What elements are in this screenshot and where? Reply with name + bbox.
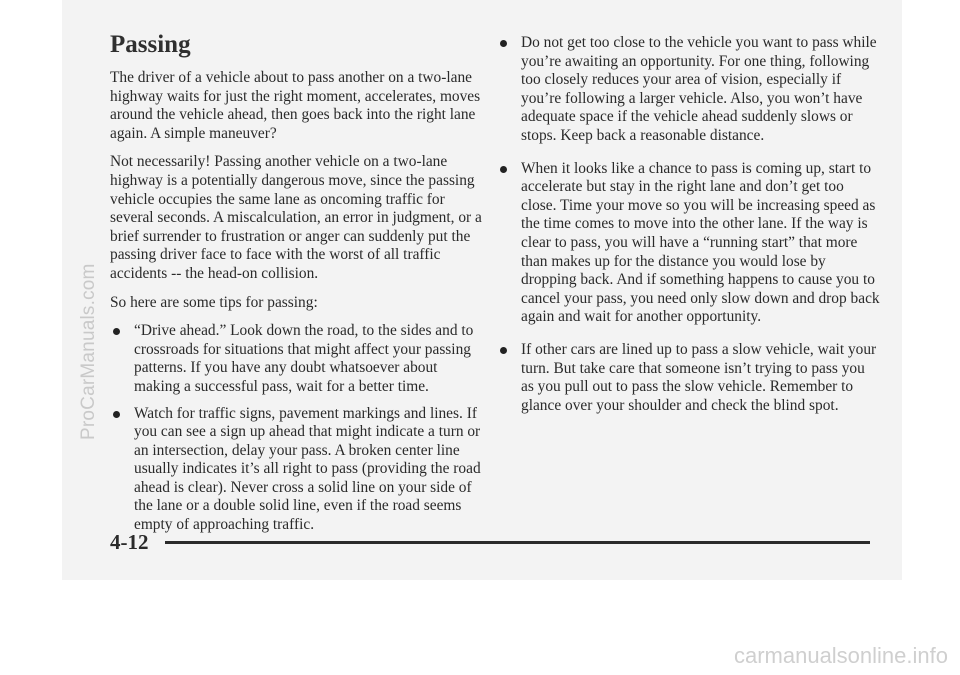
section-title: Passing	[110, 31, 191, 58]
bullet-icon	[113, 411, 120, 418]
side-watermark: ProCarManuals.com	[78, 263, 99, 440]
tips-list-left	[110, 322, 482, 535]
tip-item	[110, 322, 482, 396]
bullet-icon	[500, 40, 507, 47]
tip-item	[497, 160, 880, 327]
tip-text: If other cars are lined up to pass a slow vehicle, wait your turn. But take care that someone isn’t trying to pass you as you pull out to pass the slow vehicle. Remember to glance over your shoulder and check the blind spot.	[521, 340, 877, 414]
footer-rule	[165, 541, 870, 544]
intro-paragraph-1: The driver of a vehicle about to pass another on a two-lane highway waits for just the right moment, accelerates, moves around the vehicle ahead, then goes back into the right lane again. A simple maneuver?	[110, 69, 481, 142]
tip-item	[110, 405, 482, 535]
bullet-icon	[500, 166, 507, 173]
tip-item	[497, 341, 880, 415]
tip-text: Do not get too close to the vehicle you want to pass while you’re awaiting an opportunity. For one thing, following too closely reduces your area of vision, especially if you’re following a larger vehicle. Also, you won’t have adequate space if the vehicle ahead suddenly slows or stops. Keep back a reasonable distance.	[521, 34, 877, 144]
bottom-watermark: carmanualsonline.info	[733, 643, 948, 668]
bullet-icon	[113, 328, 120, 335]
intro-paragraph-3: So here are some tips for passing:	[110, 293, 318, 311]
tip-text: “Drive ahead.” Look down the road, to the sides and to crossroads for situations that might affect your passing patterns. If you have any doubt whatsoever about making a successful pass, wait for a better time.	[134, 322, 474, 395]
intro-paragraph-2: Not necessarily! Passing another vehicle on a two-lane highway is a potentially dangerous move, since the passing vehicle occupies the same lane as oncoming traffic for several seconds. A miscalculation, an error in judgment, or a brief surrender to frustration or anger can suddenly put the passing driver face to face with the worst of all traffic accidents -- the head-on collision.	[110, 153, 482, 282]
tip-text: Watch for traffic signs, pavement markings and lines. If you can see a sign up ahead that might indicate a turn or an intersection, delay your pass. A broken center line usually indicates it’s all right to pass (providing the road ahead is clear). Never cross a solid line on your side of the lane or a double solid line, even if the road seems empty of approaching traffic.	[134, 404, 481, 534]
page-number: 4-12	[110, 530, 149, 554]
tips-list-right	[497, 34, 880, 415]
bullet-icon	[500, 347, 507, 354]
tip-text: When it looks like a chance to pass is coming up, start to accelerate but stay in the right lane and don’t get too close. Time your move so you will be increasing speed as the time comes to move into the other lane. If the way is clear to pass, you will have a “running start” that more than makes up for the distance you would lose by dropping back. And if something happens to cause you to cancel your pass, you need only slow down and drop back again and wait for another opportunity.	[521, 159, 880, 326]
left-column	[110, 30, 482, 543]
tip-item	[497, 34, 880, 146]
right-column	[497, 34, 880, 429]
